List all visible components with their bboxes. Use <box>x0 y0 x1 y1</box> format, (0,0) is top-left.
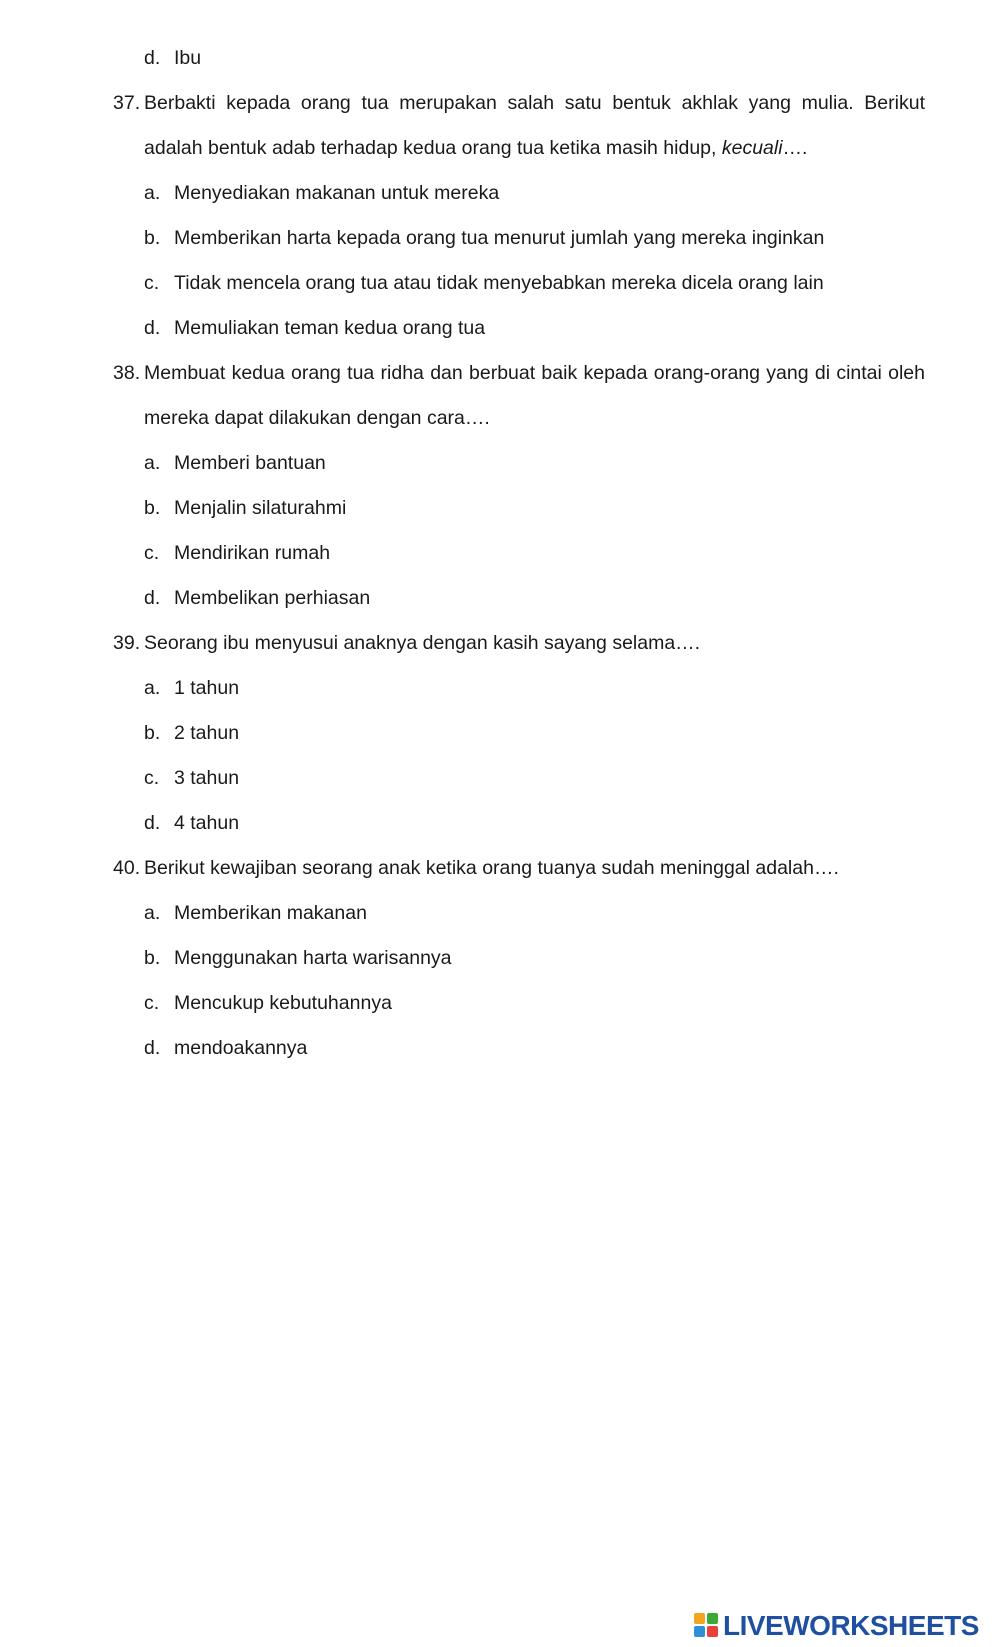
option-text: Memuliakan teman kedua orang tua <box>174 317 486 339</box>
option-text: Menjalin silaturahmi <box>174 497 347 519</box>
question-ending: …. <box>782 137 808 159</box>
question-number: 39. <box>113 632 141 654</box>
option-letter: d. <box>144 317 161 339</box>
option-text: 1 tahun <box>174 677 240 699</box>
option-letter: d. <box>144 1037 161 1059</box>
option-letter: a. <box>144 452 161 474</box>
option-letter: d. <box>144 587 161 609</box>
option-text: Memberikan makanan <box>174 902 367 924</box>
option-text: Mendirikan rumah <box>174 542 331 564</box>
question-number: 38. <box>113 362 141 384</box>
option-letter: b. <box>144 722 161 744</box>
question-number: 40. <box>113 857 141 879</box>
logo-square-1 <box>694 1613 705 1624</box>
question-text-main: adalah bentuk adab terhadap kedua orang tua ketika masih hidup, <box>144 137 722 159</box>
option-letter: a. <box>144 902 161 924</box>
option-letter: d. <box>144 47 161 69</box>
option-letter: c. <box>144 542 160 564</box>
option-letter: d. <box>144 812 161 834</box>
option-text: Menggunakan harta warisannya <box>174 947 452 969</box>
option-letter: a. <box>144 677 161 699</box>
question-text-line: Berbakti kepada orang tua merupakan salah satu bentuk akhlak yang mulia. Berikut <box>144 92 925 114</box>
option-letter: c. <box>144 992 160 1014</box>
question-emphasis: kecuali <box>721 137 783 159</box>
option-letter: b. <box>144 947 161 969</box>
question-text-line <box>144 139 807 159</box>
option-text: Memberikan harta kepada orang tua menurut jumlah yang mereka inginkan <box>174 227 825 249</box>
liveworksheets-logo <box>694 1611 979 1641</box>
option-text: Ibu <box>174 47 202 69</box>
logo-square-4 <box>707 1626 718 1637</box>
logo-text: LIVEWORKSHEETS <box>723 1610 979 1641</box>
option-text: Tidak mencela orang tua atau tidak menyebabkan mereka dicela orang lain <box>174 272 824 294</box>
logo-square-3 <box>694 1626 705 1637</box>
question-text-line: mereka dapat dilakukan dengan cara…. <box>144 407 490 429</box>
option-letter: b. <box>144 227 161 249</box>
question-number: 37. <box>113 92 141 114</box>
logo-square-2 <box>707 1613 718 1624</box>
option-letter: a. <box>144 182 161 204</box>
option-text: Mencukup kebutuhannya <box>174 992 392 1014</box>
option-text: Memberi bantuan <box>174 452 326 474</box>
option-letter: c. <box>144 767 160 789</box>
option-letter: b. <box>144 497 161 519</box>
option-letter: c. <box>144 272 160 294</box>
question-text-line: Berikut kewajiban seorang anak ketika orang tuanya sudah meninggal adalah…. <box>144 857 839 879</box>
logo-squares-icon <box>694 1613 720 1639</box>
question-text-line: Seorang ibu menyusui anaknya dengan kasih sayang selama…. <box>144 632 701 654</box>
option-text: 3 tahun <box>174 767 240 789</box>
option-text: 4 tahun <box>174 812 240 834</box>
question-text-line: Membuat kedua orang tua ridha dan berbuat baik kepada orang-orang yang di cintai oleh <box>144 362 925 384</box>
option-text: Menyediakan makanan untuk mereka <box>174 182 500 204</box>
option-text: 2 tahun <box>174 722 240 744</box>
option-text: Membelikan perhiasan <box>174 587 371 609</box>
option-text: mendoakannya <box>174 1037 308 1059</box>
